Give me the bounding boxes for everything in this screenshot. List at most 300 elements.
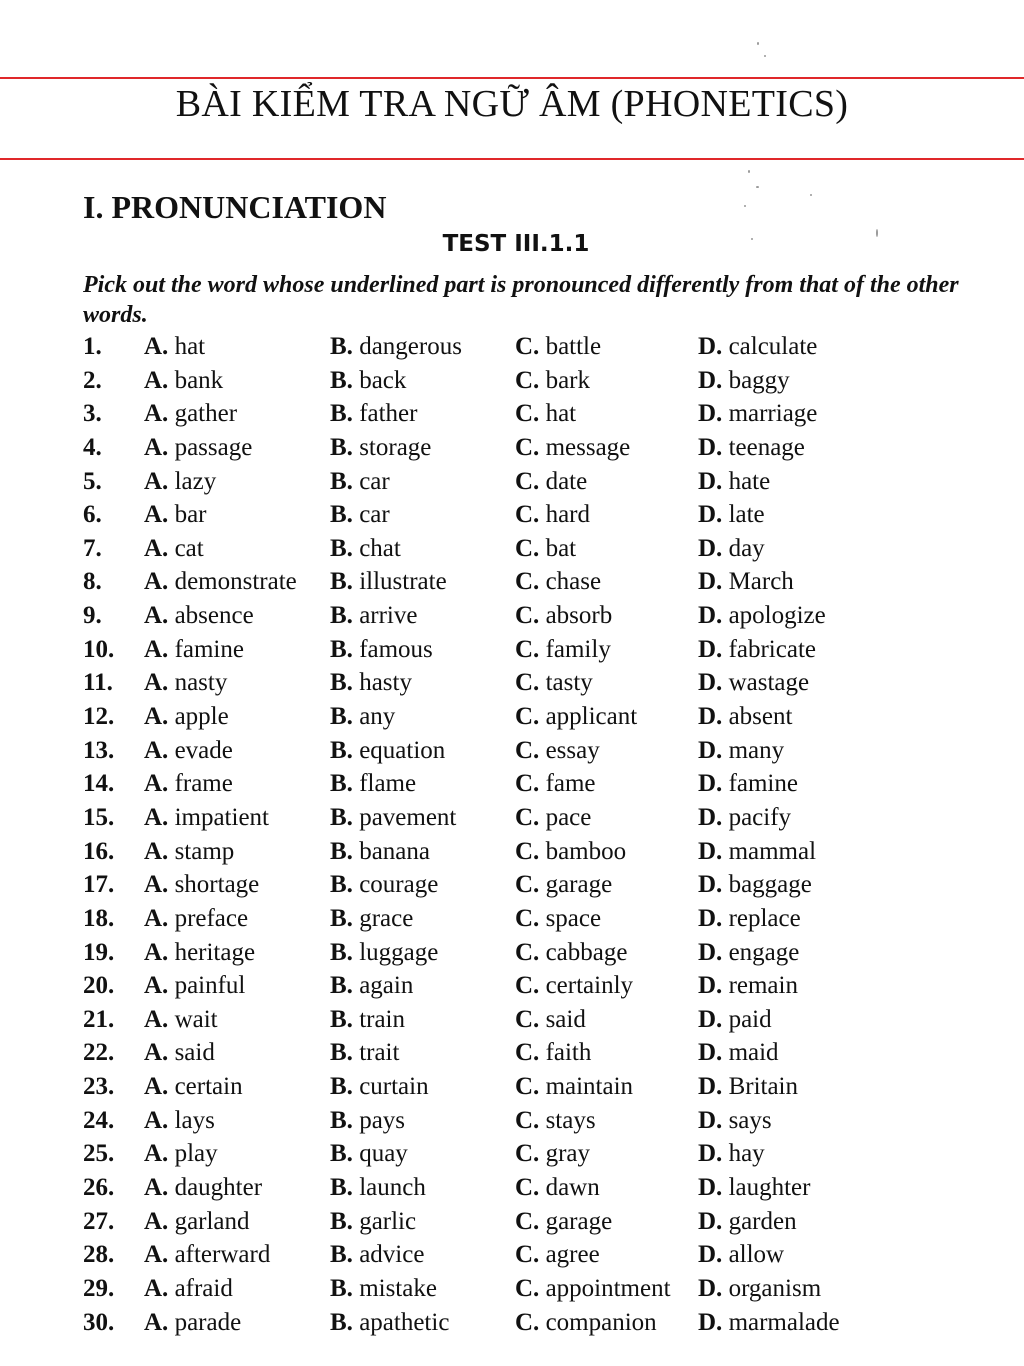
option-word: space <box>539 904 602 932</box>
option-a <box>144 700 229 734</box>
option-letter: D. <box>698 1274 723 1302</box>
option-word: car <box>352 501 390 529</box>
question-number: 11. <box>83 669 113 697</box>
option-letter: B. <box>330 904 353 932</box>
option-letter: C. <box>515 938 540 966</box>
option-word: heritage <box>168 938 256 966</box>
option-word: cabbage <box>539 938 628 966</box>
option-word: banana <box>352 837 430 865</box>
option-a <box>144 1070 243 1104</box>
option-letter: A. <box>144 1140 169 1168</box>
option-letter: D. <box>698 1140 723 1168</box>
question-number: 15. <box>83 803 115 831</box>
option-word: absent <box>722 703 793 731</box>
option-letter: B. <box>330 871 353 899</box>
option-letter: D. <box>698 1005 723 1033</box>
option-word: grace <box>352 904 414 932</box>
option-a <box>144 633 244 667</box>
option-word: again <box>352 972 414 1000</box>
question-number: 1. <box>83 333 102 360</box>
option-a <box>144 1003 218 1037</box>
option-word: mistake <box>352 1274 437 1302</box>
option-d <box>698 936 799 970</box>
question-row <box>0 1306 1024 1340</box>
option-c <box>515 1137 590 1171</box>
option-letter: B. <box>330 501 353 529</box>
option-letter: B. <box>330 534 353 562</box>
option-word: garland <box>168 1207 250 1235</box>
option-letter: B. <box>330 1073 353 1101</box>
option-b <box>330 498 390 532</box>
option-word: wastage <box>722 669 810 697</box>
option-c <box>515 666 593 700</box>
option-c <box>515 868 612 902</box>
option-b <box>330 1003 405 1037</box>
option-a <box>144 431 252 465</box>
option-b <box>330 633 433 667</box>
option-word: daughter <box>168 1174 263 1202</box>
option-letter: D. <box>698 871 723 899</box>
option-c <box>515 565 601 599</box>
option-word: laughter <box>722 1174 811 1202</box>
option-d <box>698 465 770 499</box>
option-a <box>144 734 233 768</box>
option-a <box>144 330 205 364</box>
option-word: stamp <box>168 837 235 865</box>
option-word: pavement <box>352 803 457 831</box>
option-c <box>515 1205 612 1239</box>
option-letter: A. <box>144 1073 169 1101</box>
option-letter: D. <box>698 669 723 697</box>
option-word: famine <box>168 635 244 663</box>
option-word: courage <box>352 871 439 899</box>
option-word: passage <box>168 433 253 461</box>
option-c <box>515 397 576 431</box>
option-word: shortage <box>168 871 260 899</box>
question-row <box>0 397 1024 431</box>
option-letter: C. <box>515 871 540 899</box>
option-d <box>698 1003 772 1037</box>
option-c <box>515 431 630 465</box>
option-a <box>144 801 269 835</box>
option-c <box>515 532 576 566</box>
option-word: battle <box>539 333 602 360</box>
option-c <box>515 330 601 364</box>
option-letter: C. <box>515 534 540 562</box>
option-b <box>330 700 395 734</box>
option-word: afterward <box>168 1241 271 1269</box>
option-letter: A. <box>144 669 169 697</box>
option-letter: D. <box>698 1174 723 1202</box>
option-c <box>515 1238 600 1272</box>
question-number: 7. <box>83 534 102 562</box>
header-top-rule <box>0 77 1024 79</box>
option-letter: B. <box>330 1039 353 1067</box>
option-word: message <box>539 433 631 461</box>
option-a <box>144 498 206 532</box>
option-letter: C. <box>515 400 540 428</box>
option-a <box>144 936 255 970</box>
option-word: Britain <box>722 1073 798 1101</box>
question-row <box>0 1070 1024 1104</box>
option-b <box>330 364 406 398</box>
option-letter: B. <box>330 568 353 596</box>
question-number: 22. <box>83 1039 115 1067</box>
option-word: maintain <box>539 1073 634 1101</box>
option-letter: A. <box>144 703 169 731</box>
option-word: dawn <box>539 1174 600 1202</box>
question-row <box>0 767 1024 801</box>
question-row <box>0 498 1024 532</box>
option-letter: B. <box>330 1207 353 1235</box>
question-number: 18. <box>83 904 115 932</box>
option-letter: B. <box>330 1308 353 1336</box>
option-word: parade <box>168 1308 242 1336</box>
option-b <box>330 868 438 902</box>
option-word: garage <box>539 871 613 899</box>
option-letter: C. <box>515 333 540 360</box>
option-word: nasty <box>168 669 228 697</box>
option-word: faith <box>539 1039 592 1067</box>
option-d <box>698 1137 765 1171</box>
option-word: chat <box>352 534 401 562</box>
option-word: luggage <box>352 938 439 966</box>
option-letter: A. <box>144 803 169 831</box>
option-word: calculate <box>722 333 818 360</box>
option-letter: A. <box>144 1174 169 1202</box>
option-a <box>144 599 254 633</box>
option-c <box>515 835 626 869</box>
option-word: agree <box>539 1241 600 1269</box>
question-row <box>0 936 1024 970</box>
option-word: mammal <box>722 837 817 865</box>
option-d <box>698 902 801 936</box>
option-letter: A. <box>144 770 169 798</box>
option-letter: B. <box>330 703 353 731</box>
option-letter: C. <box>515 1106 540 1134</box>
option-word: play <box>168 1140 218 1168</box>
option-word: illustrate <box>352 568 447 596</box>
option-word: storage <box>352 433 432 461</box>
option-b <box>330 666 412 700</box>
option-a <box>144 902 248 936</box>
option-d <box>698 431 805 465</box>
test-title: TEST III.1.1 <box>442 231 590 257</box>
option-letter: D. <box>698 1241 723 1269</box>
option-b <box>330 902 413 936</box>
question-row <box>0 1137 1024 1171</box>
option-letter: D. <box>698 1207 723 1235</box>
option-letter: C. <box>515 837 540 865</box>
option-word: paid <box>722 1005 772 1033</box>
option-word: arrive <box>352 602 418 630</box>
option-word: demonstrate <box>168 568 297 596</box>
option-d <box>698 666 809 700</box>
option-word: certain <box>168 1073 243 1101</box>
section-heading: I. PRONUNCIATION <box>83 189 387 225</box>
option-a <box>144 397 237 431</box>
option-letter: A. <box>144 333 169 360</box>
question-number: 16. <box>83 837 115 865</box>
question-number: 19. <box>83 938 115 966</box>
option-c <box>515 801 591 835</box>
question-number: 3. <box>83 400 102 428</box>
option-letter: B. <box>330 736 353 764</box>
option-letter: A. <box>144 1274 169 1302</box>
option-b <box>330 1171 426 1205</box>
option-word: famine <box>722 770 798 798</box>
option-word: pays <box>352 1106 406 1134</box>
option-word: apple <box>168 703 229 731</box>
option-word: many <box>722 736 785 764</box>
option-letter: D. <box>698 770 723 798</box>
option-letter: B. <box>330 803 353 831</box>
question-number: 27. <box>83 1207 115 1235</box>
option-b <box>330 1036 399 1070</box>
scan-speck <box>810 194 812 196</box>
option-letter: A. <box>144 1207 169 1235</box>
option-word: marmalade <box>722 1308 840 1336</box>
option-word: famous <box>352 635 433 663</box>
option-word: engage <box>722 938 800 966</box>
option-word: family <box>539 635 611 663</box>
option-c <box>515 1070 633 1104</box>
question-number: 14. <box>83 770 115 798</box>
option-word: painful <box>168 972 246 1000</box>
scan-speck <box>748 170 750 173</box>
option-letter: A. <box>144 736 169 764</box>
option-word: day <box>722 534 765 562</box>
option-word: remain <box>722 972 798 1000</box>
question-number: 28. <box>83 1241 115 1269</box>
option-b <box>330 397 417 431</box>
option-word: launch <box>352 1174 426 1202</box>
option-word: father <box>352 400 418 428</box>
question-row <box>0 969 1024 1003</box>
option-a <box>144 767 233 801</box>
option-b <box>330 465 390 499</box>
option-word: car <box>352 467 390 495</box>
header-bottom-rule <box>0 158 1024 160</box>
question-number: 13. <box>83 736 115 764</box>
option-d <box>698 498 765 532</box>
option-word: lazy <box>168 467 217 495</box>
scan-speck <box>876 229 878 237</box>
question-row <box>0 431 1024 465</box>
option-letter: B. <box>330 1274 353 1302</box>
question-number: 25. <box>83 1140 115 1168</box>
option-word: bark <box>539 366 590 394</box>
option-d <box>698 1036 779 1070</box>
option-b <box>330 969 413 1003</box>
option-letter: C. <box>515 1241 540 1269</box>
option-word: organism <box>722 1274 822 1302</box>
option-d <box>698 397 817 431</box>
option-word: allow <box>722 1241 785 1269</box>
option-letter: A. <box>144 837 169 865</box>
option-d <box>698 801 791 835</box>
option-letter: C. <box>515 1039 540 1067</box>
option-c <box>515 599 612 633</box>
option-word: late <box>722 501 765 529</box>
option-word: fame <box>539 770 596 798</box>
option-c <box>515 633 611 667</box>
option-a <box>144 565 297 599</box>
option-letter: D. <box>698 366 723 394</box>
option-word: hay <box>722 1140 765 1168</box>
option-word: curtain <box>352 1073 429 1101</box>
option-d <box>698 1238 784 1272</box>
option-d <box>698 1272 821 1306</box>
option-letter: D. <box>698 837 723 865</box>
option-letter: C. <box>515 1140 540 1168</box>
question-number: 12. <box>83 703 115 731</box>
option-d <box>698 1171 810 1205</box>
option-word: gray <box>539 1140 590 1168</box>
option-letter: A. <box>144 501 169 529</box>
option-c <box>515 1036 591 1070</box>
option-letter: D. <box>698 1039 723 1067</box>
option-letter: A. <box>144 534 169 562</box>
option-word: bat <box>539 534 577 562</box>
option-word: absorb <box>539 602 613 630</box>
question-row <box>0 666 1024 700</box>
option-letter: D. <box>698 433 723 461</box>
option-word: hasty <box>352 669 412 697</box>
option-letter: D. <box>698 803 723 831</box>
option-b <box>330 1070 429 1104</box>
option-d <box>698 700 792 734</box>
option-c <box>515 1171 600 1205</box>
option-letter: B. <box>330 333 353 360</box>
question-row <box>0 633 1024 667</box>
question-row <box>0 801 1024 835</box>
question-number: 26. <box>83 1174 115 1202</box>
question-row <box>0 565 1024 599</box>
option-letter: A. <box>144 972 169 1000</box>
question-number: 6. <box>83 501 102 529</box>
option-a <box>144 1306 241 1340</box>
scan-speck <box>751 238 753 240</box>
option-letter: B. <box>330 669 353 697</box>
option-word: wait <box>168 1005 218 1033</box>
option-d <box>698 1205 797 1239</box>
option-letter: C. <box>515 1274 540 1302</box>
option-word: tasty <box>539 669 593 697</box>
question-number: 8. <box>83 568 102 596</box>
option-word: stays <box>539 1106 596 1134</box>
option-b <box>330 1272 437 1306</box>
option-word: impatient <box>168 803 269 831</box>
option-word: pacify <box>722 803 792 831</box>
scan-speck <box>757 42 759 45</box>
option-word: teenage <box>722 433 805 461</box>
option-a <box>144 835 234 869</box>
option-letter: D. <box>698 501 723 529</box>
option-letter: B. <box>330 770 353 798</box>
option-word: gather <box>168 400 238 428</box>
option-word: garlic <box>352 1207 417 1235</box>
question-row <box>0 330 1024 364</box>
question-row <box>0 1003 1024 1037</box>
option-word: preface <box>168 904 249 932</box>
option-letter: B. <box>330 400 353 428</box>
question-list <box>0 330 1024 1339</box>
option-a <box>144 1272 233 1306</box>
option-a <box>144 465 216 499</box>
option-a <box>144 1104 215 1138</box>
option-b <box>330 1306 449 1340</box>
option-d <box>698 1070 798 1104</box>
option-b <box>330 1238 424 1272</box>
option-d <box>698 330 817 364</box>
option-letter: A. <box>144 568 169 596</box>
option-word: advice <box>352 1241 425 1269</box>
option-letter: B. <box>330 938 353 966</box>
option-b <box>330 532 401 566</box>
option-letter: C. <box>515 703 540 731</box>
option-word: certainly <box>539 972 634 1000</box>
option-word: fabricate <box>722 635 816 663</box>
option-letter: C. <box>515 1207 540 1235</box>
option-b <box>330 734 445 768</box>
option-letter: B. <box>330 972 353 1000</box>
option-letter: D. <box>698 333 723 360</box>
option-c <box>515 1272 671 1306</box>
option-word: equation <box>352 736 446 764</box>
option-a <box>144 666 227 700</box>
option-d <box>698 868 812 902</box>
question-row <box>0 1205 1024 1239</box>
question-row <box>0 599 1024 633</box>
option-letter: A. <box>144 938 169 966</box>
option-word: cat <box>168 534 204 562</box>
option-word: bamboo <box>539 837 627 865</box>
option-a <box>144 364 223 398</box>
option-letter: C. <box>515 1005 540 1033</box>
option-letter: C. <box>515 635 540 663</box>
page-title: BÀI KIỂM TRA NGỮ ÂM (PHONETICS) <box>175 83 849 125</box>
option-b <box>330 767 416 801</box>
option-word: garden <box>722 1207 797 1235</box>
option-c <box>515 1104 596 1138</box>
option-d <box>698 532 765 566</box>
option-letter: A. <box>144 904 169 932</box>
option-letter: A. <box>144 602 169 630</box>
option-letter: B. <box>330 602 353 630</box>
question-row <box>0 1104 1024 1138</box>
question-row <box>0 1036 1024 1070</box>
option-word: essay <box>539 736 600 764</box>
option-d <box>698 734 784 768</box>
option-letter: A. <box>144 366 169 394</box>
option-word: hate <box>722 467 771 495</box>
option-c <box>515 498 590 532</box>
option-word: March <box>722 568 794 596</box>
option-d <box>698 633 816 667</box>
option-word: back <box>352 366 407 394</box>
option-word: bank <box>168 366 224 394</box>
option-b <box>330 835 430 869</box>
option-d <box>698 767 798 801</box>
question-row <box>0 532 1024 566</box>
option-word: date <box>539 467 588 495</box>
option-letter: C. <box>515 803 540 831</box>
option-word: pace <box>539 803 592 831</box>
option-word: flame <box>352 770 417 798</box>
question-number: 5. <box>83 467 102 495</box>
option-word: hat <box>539 400 577 428</box>
